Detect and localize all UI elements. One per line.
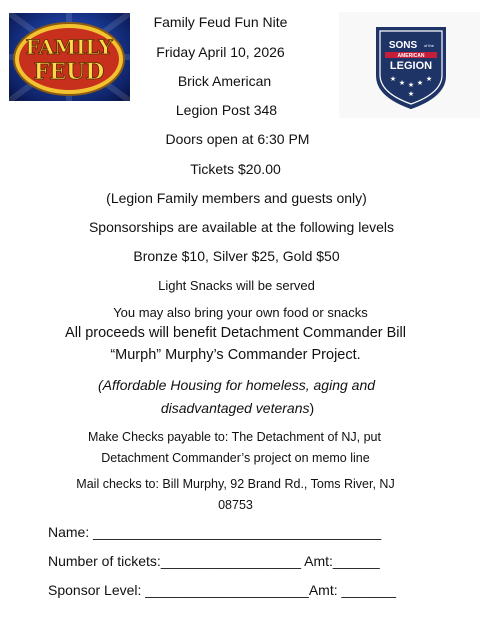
event-venue: Brick American bbox=[177, 73, 272, 89]
sal-star-icon: ★ bbox=[407, 81, 415, 89]
tickets-amt-blank[interactable]: ______ bbox=[332, 553, 380, 569]
sal-star-icon: ★ bbox=[425, 75, 433, 83]
event-post: Legion Post 348 bbox=[175, 102, 278, 118]
purpose-line-2-text: disadvantaged veterans bbox=[160, 400, 310, 416]
sal-logo-of-the: of the bbox=[423, 43, 435, 48]
name-blank[interactable]: _____________________________________ bbox=[93, 524, 382, 540]
sponsorship-levels: Bronze $10, Silver $25, Gold $50 bbox=[133, 248, 340, 264]
event-eligibility: (Legion Family members and guests only) bbox=[106, 190, 367, 206]
family-feud-word-feud: FEUD bbox=[33, 59, 105, 85]
sal-star-icon: ★ bbox=[398, 79, 406, 87]
snacks-note: Light Snacks will be served bbox=[158, 278, 315, 293]
purpose-line-1: (Affordable Housing for homeless, aging and bbox=[97, 377, 376, 393]
name-label: Name: bbox=[48, 524, 90, 540]
checks-line-1: Make Checks payable to: The Detachment of NJ, put bbox=[88, 430, 381, 444]
sal-logo-legion: LEGION bbox=[389, 60, 433, 72]
tickets-label: Number of tickets: bbox=[48, 553, 161, 569]
purpose-close-paren: ) bbox=[309, 400, 315, 416]
sponsor-amt-label: Amt: bbox=[308, 582, 338, 598]
bring-food-note: You may also bring your own food or snacks bbox=[113, 305, 368, 320]
sal-star-icon: ★ bbox=[407, 90, 415, 98]
event-title: Family Feud Fun Nite bbox=[153, 14, 288, 30]
name-field[interactable] bbox=[48, 524, 381, 540]
event-date: Friday April 10, 2026 bbox=[156, 44, 285, 60]
proceeds-line-1: All proceeds will benefit Detachment Commander Bill bbox=[65, 325, 406, 341]
proceeds-line-2: “Murph” Murphy’s Commander Project. bbox=[110, 347, 361, 363]
sponsor-blank[interactable]: _____________________ bbox=[145, 582, 309, 598]
mail-line-2: 08753 bbox=[218, 498, 253, 512]
tickets-amt-label: Amt: bbox=[304, 553, 333, 569]
tickets-blank[interactable]: __________________ bbox=[160, 553, 301, 569]
sal-star-icon: ★ bbox=[389, 75, 397, 83]
sponsor-label: Sponsor Level: bbox=[48, 582, 142, 598]
sponsorship-intro: Sponsorships are available at the following levels bbox=[88, 219, 395, 235]
sponsor-amt-blank[interactable]: _______ bbox=[341, 582, 396, 598]
checks-line-2: Detachment Commander’s project on memo line bbox=[101, 451, 370, 465]
sal-star-icon: ★ bbox=[416, 79, 424, 87]
purpose-line-2 bbox=[0, 400, 479, 416]
mail-line-1: Mail checks to: Bill Murphy, 92 Brand Rd., Toms River, NJ bbox=[76, 477, 395, 491]
family-feud-word-family: FAMILY bbox=[25, 35, 113, 59]
sal-logo-american: AMERICAN bbox=[397, 53, 425, 59]
tickets-field[interactable] bbox=[48, 553, 380, 569]
event-doors: Doors open at 6:30 PM bbox=[165, 131, 310, 147]
sal-logo-sons: SONS bbox=[388, 40, 418, 51]
sponsor-field[interactable] bbox=[48, 582, 396, 598]
event-tickets: Tickets $20.00 bbox=[190, 161, 281, 177]
